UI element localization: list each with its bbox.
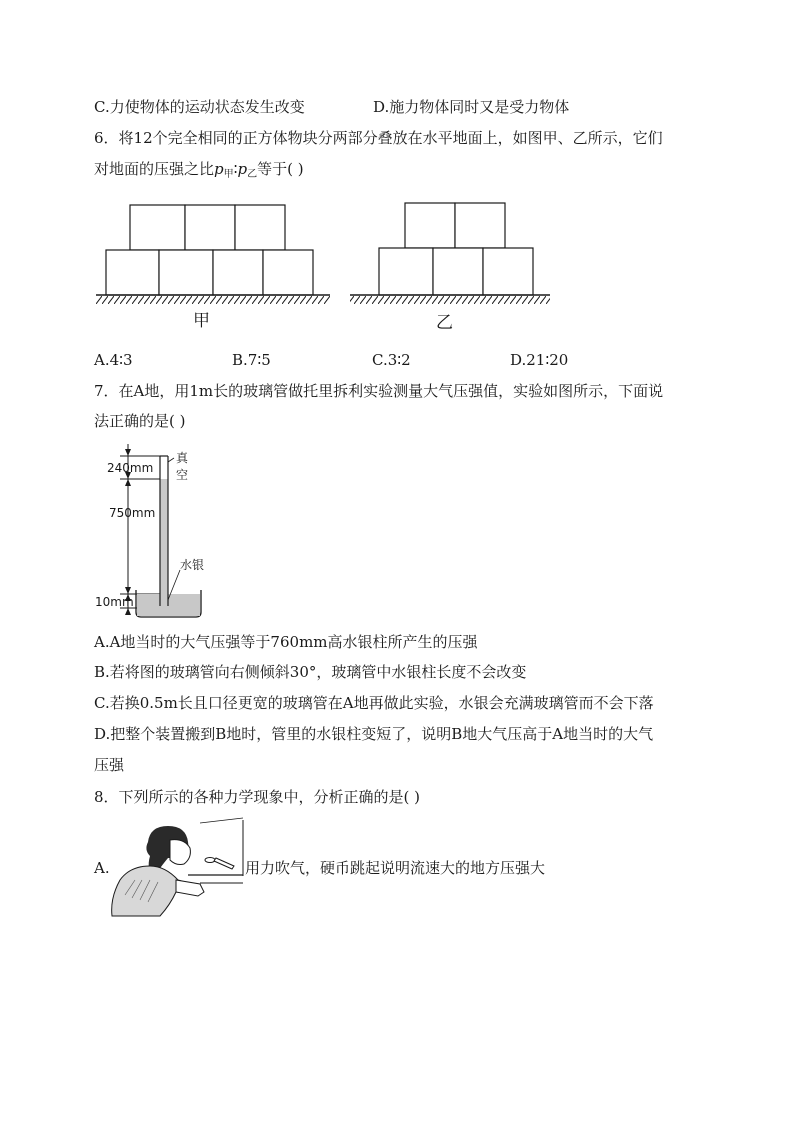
q6-stem-tail: 等于( ) <box>257 160 304 178</box>
q8-option-a-text: 用力吹气，硬币跳起说明流速大的地方压强大 <box>245 859 546 877</box>
q7-option-d: D.把整个装置搬到B地时，管里的水银柱变短了，说明B地大气压高于A地当时的大气 <box>94 725 654 743</box>
q8-option-a-prefix: A. <box>94 859 110 877</box>
label-10mm: 10mm <box>95 595 134 609</box>
label-mercury: 水银 <box>180 558 205 572</box>
q7-option-a: A.A地当时的大气压强等于760mm高水银柱所产生的压强 <box>94 633 478 651</box>
q7-option-c: C.若换0.5m长且口径更宽的玻璃管在A地再做此实验，水银会充满玻璃管而不会下落 <box>94 694 654 712</box>
girl-arm <box>176 880 204 896</box>
coin <box>205 858 215 863</box>
label-240mm: 240mm <box>107 461 154 475</box>
q6-stem-line1: 6．将12个完全相同的正方体物块分两部分叠放在水平地面上，如图甲、乙所示，它们 <box>94 129 663 147</box>
q7-stem-line1: 7．在A地，用1m长的玻璃管做托里拆利实验测量大气压强值，实验如图所示，下面说 <box>94 382 664 400</box>
q6-option-d: D.21∶20 <box>510 351 569 369</box>
p-sub-yi: 乙 <box>247 169 258 180</box>
q7-stem-line2: 法正确的是( ) <box>94 412 186 430</box>
q6-stem-text: 对地面的压强之比 <box>94 160 215 178</box>
ratio-colon: ∶ <box>233 160 238 178</box>
q7-option-d-cont: 压强 <box>94 756 125 774</box>
label-vacuum-1: 真 <box>176 451 189 465</box>
q6-option-a: A.4∶3 <box>94 351 133 369</box>
q8-stem: 8．下列所示的各种力学现象中，分析正确的是( ) <box>94 788 421 806</box>
q5-option-d: D.施力物体同时又是受力物体 <box>373 98 570 116</box>
p-symbol: p <box>237 160 248 178</box>
figure-label-jia: 甲 <box>193 311 210 331</box>
figure-label-yi: 乙 <box>436 313 453 333</box>
p-sub-jia: 甲 <box>223 169 234 180</box>
label-750mm: 750mm <box>109 506 156 520</box>
p-symbol: p <box>214 160 224 178</box>
label-vacuum-2: 空 <box>176 468 189 482</box>
q6-option-c: C.3∶2 <box>372 351 411 369</box>
q6-option-b: B.7∶5 <box>232 351 271 369</box>
pen <box>214 858 234 869</box>
q5-option-c: C.力使物体的运动状态发生改变 <box>94 98 305 116</box>
q7-option-b: B.若将图的玻璃管向右侧倾斜30°，玻璃管中水银柱长度不会改变 <box>94 663 527 681</box>
